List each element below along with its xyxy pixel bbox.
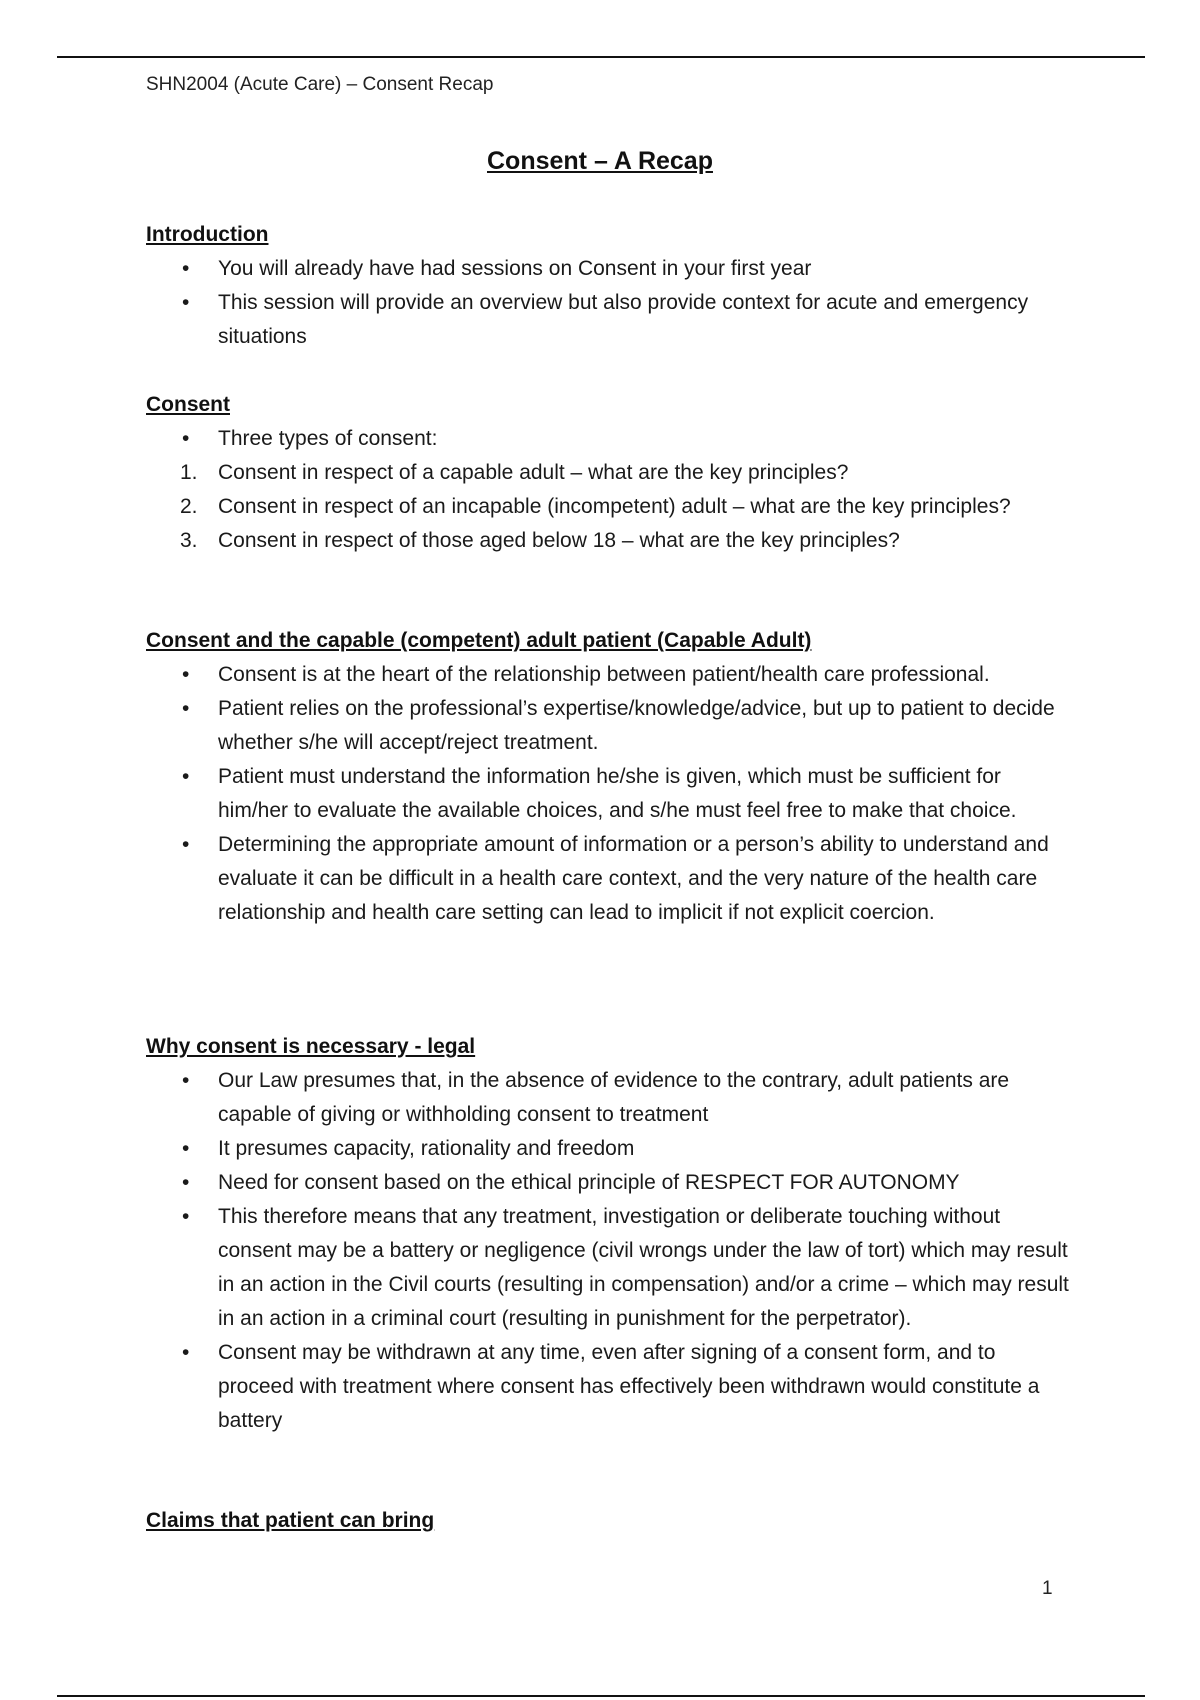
section-capable-adult [146,624,1076,930]
document-title: Consent – A Recap [487,147,713,175]
bullet-icon: • [182,1171,190,1194]
list-item-text: Consent may be withdrawn at any time, even after signing of a consent form, and to proceed with treatment where consent has effectively been withdrawn would constitute a battery [218,1341,1040,1432]
list-item [146,828,1076,930]
list-item-text: Consent is at the heart of the relationship between patient/health care professional. [218,663,990,686]
section-heading: Introduction [146,223,269,246]
list-item-text: Need for consent based on the ethical principle of RESPECT FOR AUTONOMY [218,1171,960,1194]
list-item-text: Three types of consent: [218,427,438,450]
list-item-text: This therefore means that any treatment, investigation or deliberate touching without consent may be a battery or negligence (civil wrongs under the law of tort) which may result in an action in the Civil courts (resulting in compensation) and/or a crime – which may result in an action in a criminal court (resulting in punishment for the perpetrator). [218,1205,1069,1330]
list-item [146,1336,1076,1438]
section-heading: Claims that patient can bring [146,1509,435,1532]
section-why-legal [146,1030,1076,1438]
list-item [146,286,1076,354]
list-item-text: Consent in respect of those aged below 18 – what are the key principles? [218,529,900,552]
bullet-icon: • [182,1137,190,1160]
bullet-icon: • [182,427,190,450]
bullet-icon: • [182,1205,190,1228]
list-item-text: It presumes capacity, rationality and freedom [218,1137,635,1160]
list-item-text: This session will provide an overview but also provide context for acute and emergency situations [218,291,1029,348]
list-item-text: Patient must understand the information he/she is given, which must be sufficient for him/her to evaluate the available choices, and s/he must feel free to make that choice. [218,765,1017,822]
page-header: SHN2004 (Acute Care) – Consent Recap [146,74,494,95]
list-item-text: Consent in respect of a capable adult – what are the key principles? [218,461,849,484]
item-number: 1. [180,461,198,484]
section-heading: Why consent is necessary - legal [146,1035,476,1058]
bullet-icon: • [182,1069,190,1092]
bullet-list [146,658,1076,930]
list-item-text: Our Law presumes that, in the absence of evidence to the contrary, adult patients are capable of giving or withholding consent to treatment [218,1069,1010,1126]
list-item [146,692,1076,760]
item-number: 2. [180,495,198,518]
numbered-item [146,490,1076,524]
list-item [146,252,1076,286]
item-number: 3. [180,529,198,552]
section-introduction [146,218,1076,354]
numbered-list [146,456,1076,558]
numbered-item [146,456,1076,490]
list-item-text: You will already have had sessions on Consent in your first year [218,257,812,280]
bullet-icon: • [182,663,190,686]
section-claims [146,1504,1076,1538]
bullet-icon: • [182,291,190,314]
list-item [146,1166,1076,1200]
bullet-icon: • [182,833,190,856]
section-consent [146,388,1076,558]
list-item [146,422,1076,456]
bullet-list [146,252,1076,354]
bullet-icon: • [182,697,190,720]
bottom-rule [57,1695,1145,1697]
numbered-item [146,524,1076,558]
bullet-icon: • [182,257,190,280]
list-item [146,1132,1076,1166]
list-item [146,1064,1076,1132]
bullet-icon: • [182,1341,190,1364]
section-heading: Consent [146,393,230,416]
list-item-text: Consent in respect of an incapable (incompetent) adult – what are the key principles? [218,495,1011,518]
list-item-text: Determining the appropriate amount of information or a person’s ability to understand and evaluate it can be difficult in a health care context, and the very nature of the health care relationship and health care setting can lead to implicit if not explicit coercion. [218,833,1049,924]
bullet-list [146,422,1076,456]
bullet-list [146,1064,1076,1438]
list-item [146,658,1076,692]
list-item [146,1200,1076,1336]
section-heading: Consent and the capable (competent) adult patient (Capable Adult) [146,629,812,652]
list-item-text: Patient relies on the professional’s expertise/knowledge/advice, but up to patient to decide whether s/he will accept/reject treatment. [218,697,1055,754]
page-number: 1 [1042,1578,1053,1599]
top-rule [57,56,1145,58]
bullet-icon: • [182,765,190,788]
list-item [146,760,1076,828]
